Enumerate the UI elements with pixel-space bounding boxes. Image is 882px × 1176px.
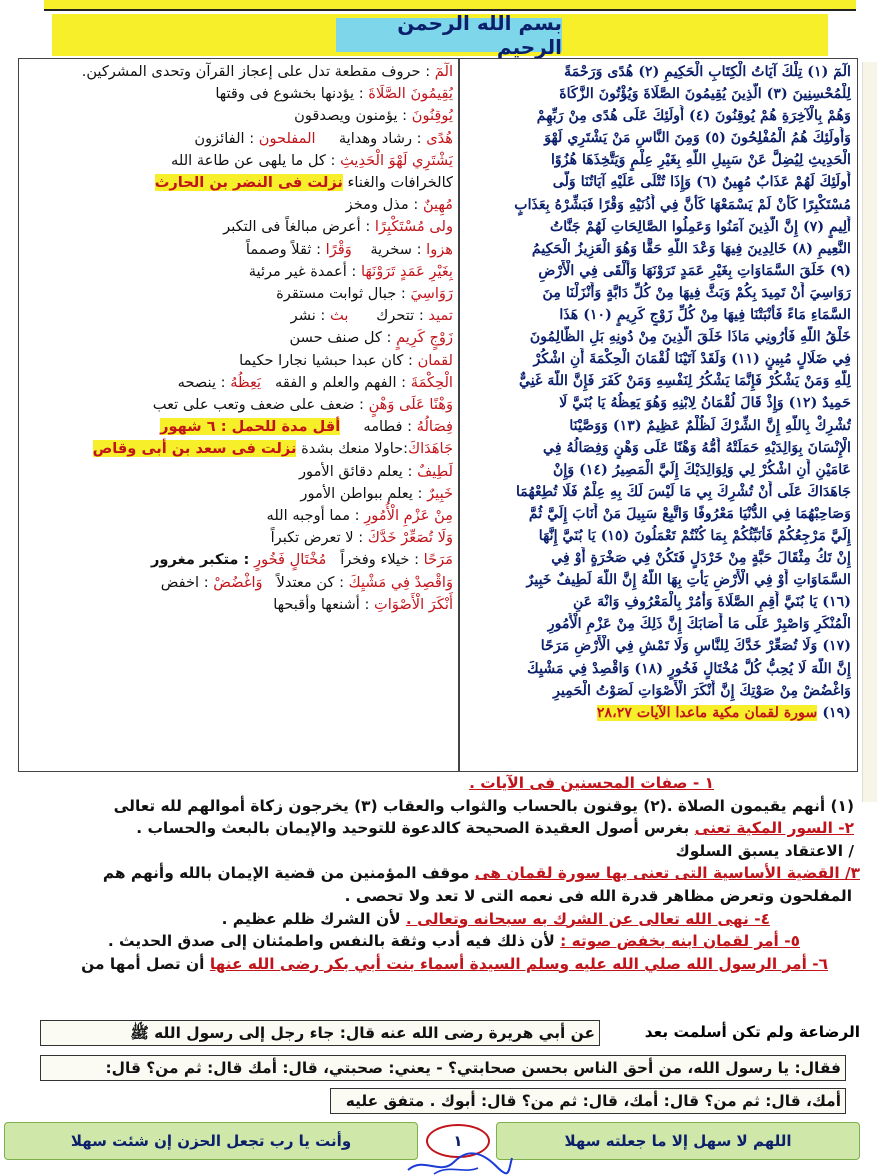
basmala-text: بسم الله الرحمن الرحيم	[336, 18, 562, 52]
page-margin-strip	[862, 62, 877, 802]
quran-line: وَأُولَئِكَ هُمُ الْمُفْلِحُونَ (٥) وَمِنَ النَّاسِ مَنْ يَشْتَرِي لَهْوَ	[544, 130, 851, 147]
content-table	[18, 58, 858, 772]
gloss-line: جَاهَدَاكَ:حاولا منعك بشدة نزلت فى سعد بن أبى وقاص	[92, 440, 453, 458]
quran-line: الْمُنْكَرِ وَاصْبِرْ عَلَى مَا أَصَابَكَ إِنَّ ذَلِكَ مِنْ عَزْمِ الْأُمُورِ	[547, 616, 851, 633]
quran-line: وَاغْضُضْ مِنْ صَوْتِكَ إِنَّ أَنْكَرَ الْأَصْوَاتِ لَصَوْتُ الْحَمِيرِ	[553, 682, 851, 699]
quran-line: السَّمَاءِ مَاءً فَأَنْبَتْنَا فِيهَا مِنْ كُلِّ زَوْجٍ كَرِيمٍ (١٠) هَذَا	[559, 307, 851, 324]
note-6: ٦- أمر الرسول الله صلي الله عليه وسلم السيدة أسماء بنت أبي بكر رضى الله عنها أن تصل أمها من	[81, 954, 828, 973]
gloss-line: مُهِينٌ : مذل ومخز	[345, 196, 453, 214]
gloss-line: وَاقْصِدْ فِي مَشْيِكَ : كن معتدلاً وَاغْضُضْ : اخفض	[160, 573, 453, 591]
quran-line: أُولَئِكَ لَهُمْ عَذَابٌ مُهِينٌ (٦) وَإِذَا تُتْلَى عَلَيْهِ آيَاتُنَا وَلَّى	[552, 174, 851, 191]
quran-line: (١٦) يَا بُنَيَّ أَقِمِ الصَّلَاةَ وَأْمُرْ بِالْمَعْرُوفِ وَانْهَ عَنِ	[572, 594, 851, 611]
hadith-box-line-2: فقال: يا رسول الله، من أحق الناس بحسن صحابتي؟ - يعني: صحبتي، قال: أمك قال: ثم من؟ قال:	[40, 1055, 846, 1081]
quran-line: وَهُمْ بِالْآخِرَةِ هُمْ يُوقِنُونَ (٤) أُولَئِكَ عَلَى هُدًى مِنْ رَبِّهِمْ	[536, 108, 851, 125]
gloss-line: مَرَحًا : خيلاء وفخراً مُخْتَالٍ فَخُورٍ : متكبر مغرور	[151, 551, 453, 569]
gloss-line: رَوَاسِيَ : جبال ثوابت مستقرة	[276, 285, 453, 303]
quran-line: إِنَّ اللَّهَ لَا يُحِبُّ كُلَّ مُخْتَالٍ فَخُورٍ (١٨) وَاقْصِدْ فِي مَشْيِكَ	[527, 660, 851, 677]
gloss-line: الْحِكْمَةَ : الفهم والعلم و الفقه يَعِظُهُ : ينصحه	[177, 373, 453, 391]
surah-label: سورة لقمان مكية ماعدا الآيات ٢٨،٢٧	[596, 704, 818, 721]
pen-scribble-icon	[404, 1150, 514, 1176]
gloss-line: فِصَالُهُ : فطامه أقل مدة للحمل : ٦ شهور	[160, 418, 453, 436]
quran-line: حَمِيدٌ (١٢) وَإِذْ قَالَ لُقْمَانُ لِابْنِهِ وَهُوَ يَعِظُهُ يَا بُنَيَّ لَا	[559, 395, 851, 412]
note-1-body: (١) أنهم يقيمون الصلاة .(٢) يوقنون بالحساب والثواب والعقاب (٣) يخرجون زكاة أموالهم لله تعالى	[113, 796, 854, 815]
gloss-line: بِغَيْرِ عَمَدٍ تَرَوْنَهَا : أعمدة غير مرئية	[248, 262, 453, 280]
gloss-line: يَشْتَرِي لَهْوَ الْحَدِيثِ : كل ما يلهى عن طاعة الله	[171, 151, 453, 169]
gloss-line: خَبِيرٌ : يعلم ببواطن الأمور	[300, 484, 453, 502]
gloss-line: الٓمٓ : حروف مقطعة تدل على إعجاز القرآن وتحدى المشركين.	[81, 63, 453, 80]
quran-line: أَلِيمٍ (٧) إِنَّ الَّذِينَ آمَنُوا وَعَمِلُوا الصَّالِحَاتِ لَهُمْ جَنَّاتُ	[549, 218, 851, 235]
hadith-box-line-3: أمك، قال: ثم من؟ قال: أمك، قال: ثم من؟ قال: أبوك . متفق عليه	[330, 1088, 846, 1114]
note-1-heading: ١ - صفات المحسنين فى الآيات .	[469, 774, 714, 792]
gloss-line: وَهْنًا عَلَى وَهْنٍ : ضعف على ضعف وتعب على تعب	[152, 396, 453, 414]
quran-end-line	[463, 702, 851, 724]
quran-line: (١٧) وَلَا تُصَعِّرْ خَدَّكَ لِلنَّاسِ وَلَا تَمْشِ فِي الْأَرْضِ مَرَحًا	[540, 638, 851, 655]
quran-line: رَوَاسِيَ أَنْ تَمِيدَ بِكُمْ وَبَثَّ فِيهَا مِنْ كُلِّ دَابَّةٍ وَأَنْزَلْنَا مِنَ	[542, 284, 851, 301]
quran-line: إِنْ تَكُ مِثْقَالَ حَبَّةٍ مِنْ خَرْدَلٍ فَتَكُنْ فِي صَخْرَةٍ أَوْ فِي	[551, 550, 851, 567]
hadith-box-line-1: عن أبي هريرة رضى الله عنه قال: جاء رجل إلى رسول الله ﷺ	[40, 1020, 600, 1046]
gloss-line: يُوقِنُونَ : يؤمنون ويصدقون	[294, 107, 453, 125]
gloss-line: هُدًى : رشاد وهداية المفلحون : الفائزون	[194, 129, 453, 147]
quran-line: عَامَيْنِ أَنِ اشْكُرْ لِي وَلِوَالِدَيْكَ إِلَيَّ الْمَصِيرُ (١٤) وَإِنْ	[553, 461, 851, 478]
quran-line: الٓمٓ (١) تِلْكَ آيَاتُ الْكِتَابِ الْحَكِيمِ (٢) هُدًى وَرَحْمَةً	[564, 64, 851, 80]
note-4: ٤- نهى الله تعالى عن الشرك به سبحانه وتعالى . لأن الشرك ظلم عظيم .	[221, 909, 770, 928]
quran-line: وَصَاحِبْهُمَا فِي الدُّنْيَا مَعْرُوفًا وَاتَّبِعْ سَبِيلَ مَنْ أَنَابَ إِلَيَّ ثُمَّ	[528, 505, 851, 522]
gloss-line: وَلَا تُصَعِّرْ خَدَّكَ : لا تعرض تكبراً	[270, 529, 453, 547]
gloss-line: كالخرافات والغناء نزلت فى النضر بن الحارث	[154, 174, 453, 192]
footer-dua-right: اللهم لا سهل إلا ما جعلته سهلا	[496, 1122, 860, 1160]
basmala-banner	[52, 11, 828, 59]
quran-line: فِي ضَلَالٍ مُبِينٍ (١١) وَلَقَدْ آتَيْنَا لُقْمَانَ الْحِكْمَةَ أَنِ اشْكُرْ	[533, 351, 851, 368]
column-divider	[458, 59, 460, 771]
quran-line: النَّعِيمِ (٨) خَالِدِينَ فِيهَا وَعْدَ اللَّهِ حَقًّا وَهُوَ الْعَزِيزُ الْحَكِيمُ	[531, 240, 851, 257]
quran-line: إِلَيَّ مَرْجِعُكُمْ فَأُنَبِّئُكُمْ بِمَا كُنْتُمْ تَعْمَلُونَ (١٥) يَا بُنَيَّ إِنَّهَا	[538, 527, 851, 544]
note-6-cont: الرضاعة ولم تكن أسلمت بعد	[644, 1023, 860, 1041]
gloss-line: لَطِيفٌ : يعلم دقائق الأمور	[299, 462, 453, 480]
quran-line: تُشْرِكْ بِاللَّهِ إِنَّ الشِّرْكَ لَظُلْمٌ عَظِيمٌ (١٣) وَوَصَّيْنَا	[569, 417, 851, 434]
gloss-line: تميد : تتحرك بث : نشر	[290, 307, 453, 325]
note-5: ٥- أمر لقمان ابنه بخفض صوته : لأن ذلك فيه أدب وثقة بالنفس واطمئنان إلى صدق الحديث .	[107, 932, 800, 951]
note-2-sub: / الاعتقاد يسبق السلوك	[675, 841, 854, 860]
note-3-cont: المفلحون وتعرض مظاهر قدرة الله فى نعمه التى لا تعد ولا تحصى .	[344, 886, 852, 905]
quran-line: السَّمَاوَاتِ أَوْ فِي الْأَرْضِ يَأْتِ بِهَا اللَّهُ إِنَّ اللَّهَ لَطِيفٌ خَبِيرٌ	[526, 572, 851, 589]
top-banner	[44, 0, 856, 11]
note-2: ٢- السور المكية تعنى بغرس أصول العقيدة الصحيحة كالدعوة للتوحيد والإيمان بالبعث والحساب .	[136, 819, 854, 838]
gloss-line: ولى مُسْتَكْبِرًا : أعرض مبالغاً فى التكبر	[223, 218, 453, 236]
quran-line: خَلْقُ اللَّهِ فَأَرُونِي مَاذَا خَلَقَ الَّذِينَ مِنْ دُونِهِ بَلِ الظَّالِمُونَ	[529, 329, 851, 346]
gloss-line: لقمان : كان عبدا حبشيا نجارا حكيما	[239, 351, 453, 369]
lesson-notes	[14, 772, 860, 975]
quran-line: جَاهَدَاكَ عَلَى أَنْ تُشْرِكَ بِي مَا لَيْسَ لَكَ بِهِ عِلْمٌ فَلَا تُطِعْهُمَا	[515, 483, 851, 500]
gloss-line: يُقِيمُونَ الصَّلَاةَ : يؤدنها بخشوع فى وقتها	[215, 85, 453, 103]
gloss-line: هزوا : سخرية وَقْرًا : ثقلاً وصمماً	[245, 240, 453, 258]
page-number: ١	[426, 1124, 490, 1158]
quran-text-column	[463, 61, 851, 766]
gloss-line: أَنْكَرَ الْأَصْوَاتِ : أشنعها وأقبحها	[273, 595, 453, 613]
footer-dua-left: وأنت يا رب تجعل الحزن إن شئت سهلا	[4, 1122, 418, 1160]
quran-line: (٩) خَلَقَ السَّمَاوَاتِ بِغَيْرِ عَمَدٍ تَرَوْنَهَا وَأَلْقَى فِي الْأَرْضِ	[538, 262, 851, 279]
quran-line: لِلْمُحْسِنِينَ (٣) الَّذِينَ يُقِيمُونَ الصَّلَاةَ وَيُؤْتُونَ الزَّكَاةَ	[559, 86, 851, 103]
quran-line: الْإِنْسَانَ بِوَالِدَيْهِ حَمَلَتْهُ أُمُّهُ وَهْنًا عَلَى وَهْنٍ وَفِصَالُهُ فِي	[543, 439, 851, 456]
gloss-line: زَوْجٍ كَرِيمٍ : كل صنف حسن	[289, 329, 453, 347]
vocabulary-column	[25, 61, 453, 766]
note-3: ٣/ القضية الأساسية التى تعنى بها سورة لقمان هى موقف المؤمنين من قضية الإيمان بالله وأنهم هم	[102, 864, 860, 883]
quran-line: الْحَدِيثِ لِيُضِلَّ عَنْ سَبِيلِ اللَّهِ بِغَيْرِ عِلْمٍ وَيَتَّخِذَهَا هُزُوًا	[550, 152, 851, 169]
quran-line: مُسْتَكْبِرًا كَأَنْ لَمْ يَسْمَعْهَا كَأَنَّ فِي أُذُنَيْهِ وَقْرًا فَبَشِّرْهُ بِعَذَابٍ	[514, 196, 851, 213]
quran-line: لِلَّهِ وَمَنْ يَشْكُرْ فَإِنَّمَا يَشْكُرُ لِنَفْسِهِ وَمَنْ كَفَرَ فَإِنَّ اللَّهَ غَنِيٌّ	[518, 373, 851, 390]
verse-19-number: (١٩)	[822, 704, 851, 721]
gloss-line: مِنْ عَزْمِ الْأُمُورِ : مما أوجبه الله	[266, 507, 453, 525]
